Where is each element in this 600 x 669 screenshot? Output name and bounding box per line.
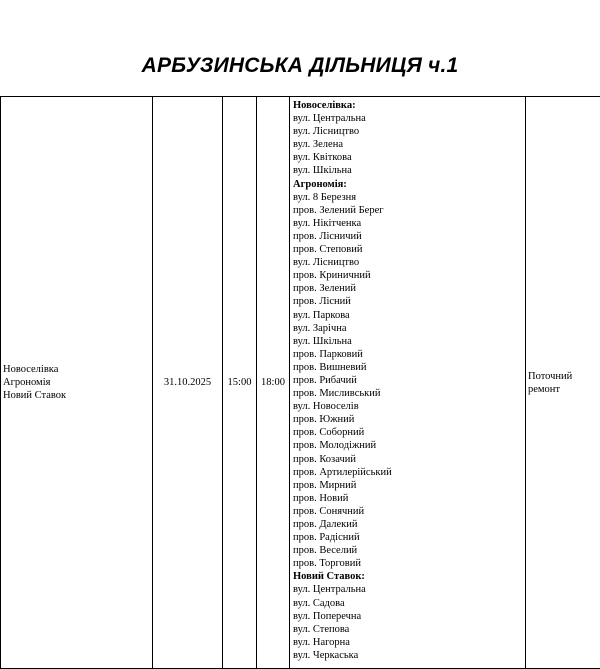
street-item: вул. Шкільна [293, 165, 352, 177]
street-item: вул. Нікітченка [293, 217, 362, 229]
streets-list [293, 99, 523, 662]
street-item: вул. Степова [293, 623, 350, 635]
street-item: вул. Нагорна [293, 636, 350, 648]
reason-line: Поточний [528, 370, 573, 382]
street-item: пров. Криничний [293, 270, 371, 282]
street-item: вул. Зелена [293, 139, 343, 151]
street-item: пров. Зелений Берег [293, 204, 384, 216]
street-item: вул. 8 Березня [293, 191, 357, 203]
street-item: вул. Лісництво [293, 126, 360, 138]
reason-cell [526, 97, 600, 669]
street-item: вул. Черкаська [293, 649, 359, 661]
date-cell: 31.10.2025 [153, 97, 223, 669]
street-item: пров. Лісничий [293, 230, 362, 242]
street-item: пров. Веселий [293, 545, 358, 557]
section-title: АРБУЗИНСЬКА ДІЛЬНИЦЯ ч.1 [141, 54, 459, 77]
street-item: пров. Сонячний [293, 505, 365, 517]
street-item: вул. Садова [293, 597, 345, 609]
street-item: пров. Торговий [293, 558, 361, 570]
street-item: пров. Новий [293, 492, 349, 504]
settlement-name: Агрономія [3, 377, 51, 388]
street-item: пров. Артилерійський [293, 466, 392, 478]
street-item: пров. Соборний [293, 427, 365, 439]
street-item: пров. Степовий [293, 244, 363, 256]
street-item: вул. Поперечна [293, 610, 362, 622]
street-item: вул. Квіткова [293, 152, 352, 164]
street-item: вул. Лісництво [293, 257, 360, 269]
street-item: пров. Южний [293, 414, 355, 426]
settlement-header: Агрономія: [293, 178, 347, 190]
street-item: пров. Мисливський [293, 388, 381, 400]
street-item: пров. Парковий [293, 348, 363, 360]
street-item: пров. Молодіжний [293, 440, 377, 452]
street-item: пров. Далекий [293, 519, 358, 530]
street-item: пров. Зелений [293, 283, 357, 295]
street-item: вул. Центральна [293, 113, 366, 125]
start-time-cell: 15:00 [223, 97, 257, 669]
street-item: пров. Лісний [293, 296, 351, 308]
settlement-header: Новоселівка: [293, 100, 356, 111]
street-item: пров. Вишневий [293, 361, 367, 373]
street-item: пров. Козачий [293, 453, 356, 465]
table-row [1, 97, 600, 669]
street-item: пров. Рибачий [293, 374, 357, 386]
settlement-name: Новоселівка [3, 364, 59, 375]
street-item: пров. Мирний [293, 479, 357, 491]
settlement-name: Новий Ставок [3, 390, 67, 401]
street-item: пров. Радісний [293, 532, 360, 544]
reason-line: ремонт [528, 383, 561, 395]
street-item: вул. Шкільна [293, 335, 352, 347]
outage-schedule-table [0, 96, 600, 669]
end-time-cell: 18:00 [257, 97, 290, 669]
streets-cell [290, 97, 526, 669]
street-item: вул. Паркова [293, 309, 350, 321]
settlements-cell [1, 97, 153, 669]
street-item: вул. Зарічна [293, 322, 347, 334]
street-item: вул. Новоселів [293, 401, 359, 413]
street-item: вул. Центральна [293, 584, 366, 596]
settlement-header: Новий Ставок: [293, 571, 365, 583]
